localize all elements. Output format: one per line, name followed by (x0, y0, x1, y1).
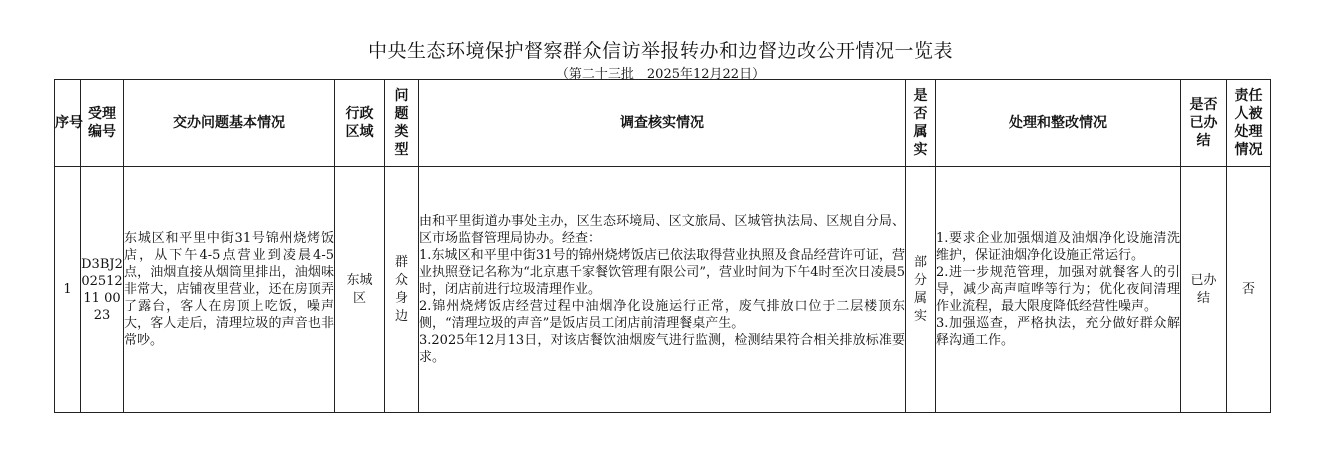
handling-paragraph: 2.进一步规范管理，加强对就餐客人的引导，减少高声喧哗等行为；优化夜间清理作业流程，最大限度降低经营性噪声。 (936, 265, 1180, 314)
cell-code: D3BJ20251211 0023 (81, 167, 124, 413)
investigation-paragraph: 由和平里街道办事处主办，区生态环境局、区文旅局、区城管执法局、区规自分局、区市场监督管理局协办。经查： (419, 214, 905, 246)
table-row (55, 167, 1271, 413)
investigation-paragraph: 2.锦州烧烤饭店经营过程中油烟净化设施运行正常，废气排放口位于二层楼顶东侧，“清理垃圾的声音”是饭店员工闭店前清理餐桌产生。 (419, 299, 905, 331)
header-handling: 处理和整改情况 (936, 80, 1181, 167)
document-title: 中央生态环境保护督察群众信访举报转办和边督边改公开情况一览表 (367, 40, 953, 62)
cell-issue: 东城区和平里中街31号锦州烧烤饭店，从下午4-5点营业到凌晨4-5点，油烟直接从烟筒里排出，油烟味非常大，店铺夜里营业，还在房顶弄了露台，客人在房顶上吃饭，噪声大，客人走后，清理垃圾的声音也非常吵。 (124, 167, 335, 413)
header-issue: 交办问题基本情况 (124, 80, 335, 167)
cell-accountability: 否 (1227, 167, 1271, 413)
header-district: 行政区域 (335, 80, 385, 167)
document-subtitle: （第二十三批 2025年12月22日） (555, 67, 766, 82)
header-type: 问题类型 (385, 80, 419, 167)
cell-type: 群众身边 (385, 167, 419, 413)
cell-investigation (419, 167, 906, 413)
header-investigation: 调查核实情况 (419, 80, 906, 167)
header-seq: 序号 (55, 80, 81, 167)
handling-paragraph: 3.加强巡查，严格执法，充分做好群众解释沟通工作。 (936, 316, 1180, 348)
table-header-row (55, 80, 1271, 167)
cell-seq: 1 (55, 167, 81, 413)
header-accountability: 责任人被处理情况 (1227, 80, 1271, 167)
cell-is-true: 部分属实 (906, 167, 936, 413)
investigation-paragraph: 1.东城区和平里中街31号的锦州烧烤饭店已依法取得营业执照及食品经营许可证，营业执照登记名称为“北京惠千家餐饮管理有限公司”，营业时间为下午4时至次日凌晨5时，闭店前进行垃圾清理作业。 (419, 248, 905, 297)
cell-done: 已办结 (1181, 167, 1227, 413)
investigation-paragraph: 3.2025年12月13日，对该店餐饮油烟废气进行监测，检测结果符合相关排放标准要求。 (419, 333, 905, 365)
header-is-true: 是否属实 (906, 80, 936, 167)
cell-district: 东城区 (335, 167, 385, 413)
report-table (54, 79, 1271, 413)
handling-paragraph: 1.要求企业加强烟道及油烟净化设施清洗维护，保证油烟净化设施正常运行。 (936, 231, 1180, 263)
header-done: 是否已办结 (1181, 80, 1227, 167)
cell-handling (936, 167, 1181, 413)
header-code: 受理编号 (81, 80, 124, 167)
